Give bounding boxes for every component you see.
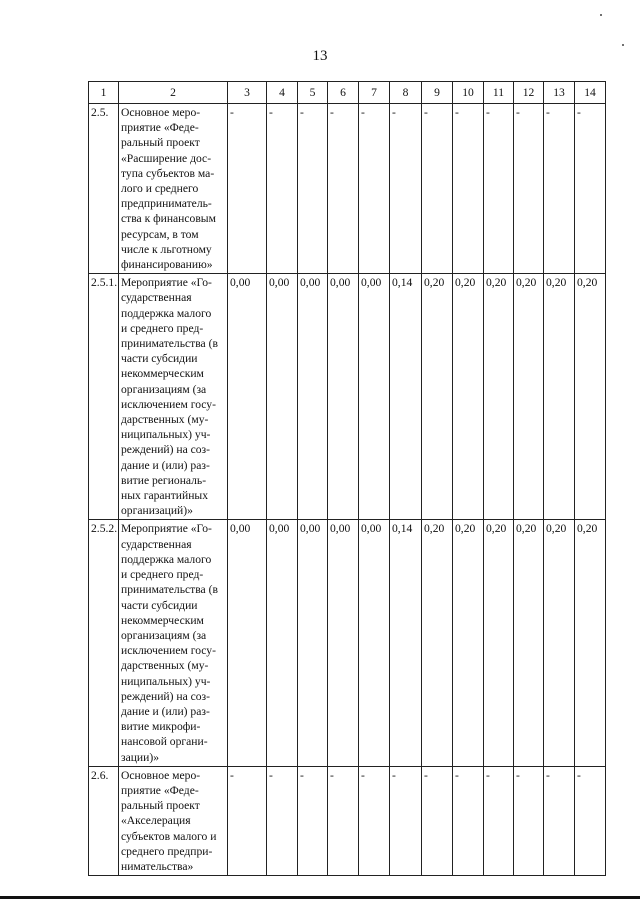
value-cell: 0,14: [390, 274, 422, 520]
value-cell: 0,20: [484, 520, 514, 766]
header-cell: 10: [453, 82, 484, 104]
value-cell: -: [544, 766, 575, 875]
value-cell: -: [390, 104, 422, 274]
value-cell: -: [267, 104, 298, 274]
value-cell: -: [514, 104, 544, 274]
page-number: 13: [312, 48, 328, 64]
row-number-cell: 2.5.: [89, 104, 119, 274]
value-cell: 0,20: [514, 520, 544, 766]
row-number-cell: 2.5.2.: [89, 520, 119, 766]
value-cell: 0,00: [228, 520, 267, 766]
value-cell: -: [328, 766, 359, 875]
table-row: [89, 104, 606, 274]
header-cell: 11: [484, 82, 514, 104]
data-table: [88, 81, 606, 876]
value-cell: 0,00: [359, 274, 390, 520]
row-name-cell: Мероприятие «Го- сударственная поддержка малого и среднего пред- принимательства (в части субсидии некоммерческим организациям (за исключением госу- дарственных (му- ниципальных) уч- реждений) на соз- дание и (или) раз- витие микрофи- нансовой органи- зации)»: [119, 520, 228, 766]
header-cell: 6: [328, 82, 359, 104]
header-cell: 14: [575, 82, 606, 104]
table-row: [89, 520, 606, 766]
value-cell: 0,00: [359, 520, 390, 766]
header-cell: 8: [390, 82, 422, 104]
header-cell: 1: [89, 82, 119, 104]
header-row: [89, 82, 606, 104]
value-cell: -: [359, 104, 390, 274]
value-cell: 0,00: [328, 274, 359, 520]
value-cell: -: [422, 104, 453, 274]
value-cell: 0,20: [514, 274, 544, 520]
value-cell: 0,20: [453, 274, 484, 520]
table-row: [89, 274, 606, 520]
row-name-cell: Мероприятие «Го- сударственная поддержка малого и среднего пред- принимательства (в части субсидии некоммерческим организациям (за исключением госу- дарственных (му- ниципальных) уч- реждений) на соз- дание и (или) раз- витие региональ- ных гарантийных организаций)»: [119, 274, 228, 520]
value-cell: -: [267, 766, 298, 875]
header-cell: 3: [228, 82, 267, 104]
value-cell: -: [298, 766, 328, 875]
row-name-cell: Основное меро- приятие «Феде- ральный проект «Расширение дос- тупа субъектов ма- лого и среднего предприниматель- ства к финансовым ресурсам, в том числе к льготному финансированию»: [119, 104, 228, 274]
value-cell: -: [484, 104, 514, 274]
value-cell: 0,00: [228, 274, 267, 520]
table-row: [89, 766, 606, 875]
row-number-cell: 2.6.: [89, 766, 119, 875]
value-cell: 0,14: [390, 520, 422, 766]
value-cell: 0,20: [453, 520, 484, 766]
value-cell: -: [228, 766, 267, 875]
header-cell: 4: [267, 82, 298, 104]
value-cell: 0,20: [544, 520, 575, 766]
value-cell: -: [544, 104, 575, 274]
header-cell: 2: [119, 82, 228, 104]
header-cell: 7: [359, 82, 390, 104]
scan-speck: [600, 14, 602, 16]
value-cell: 0,20: [575, 274, 606, 520]
value-cell: -: [575, 766, 606, 875]
row-name-cell: Основное меро- приятие «Феде- ральный проект «Акселерация субъектов малого и среднего предпри- нимательства»: [119, 766, 228, 875]
value-cell: 0,20: [484, 274, 514, 520]
value-cell: -: [453, 766, 484, 875]
value-cell: -: [422, 766, 453, 875]
header-cell: 5: [298, 82, 328, 104]
value-cell: 0,00: [328, 520, 359, 766]
value-cell: -: [359, 766, 390, 875]
page-bottom-border: [0, 896, 640, 899]
row-number-cell: 2.5.1.: [89, 274, 119, 520]
value-cell: -: [390, 766, 422, 875]
header-cell: 12: [514, 82, 544, 104]
scan-speck: [622, 44, 624, 46]
value-cell: 0,20: [544, 274, 575, 520]
value-cell: -: [298, 104, 328, 274]
value-cell: 0,20: [422, 520, 453, 766]
value-cell: 0,00: [298, 520, 328, 766]
value-cell: 0,20: [422, 274, 453, 520]
table-body: [89, 82, 606, 876]
value-cell: -: [514, 766, 544, 875]
value-cell: 0,00: [298, 274, 328, 520]
header-cell: 13: [544, 82, 575, 104]
value-cell: 0,20: [575, 520, 606, 766]
value-cell: -: [575, 104, 606, 274]
value-cell: -: [228, 104, 267, 274]
value-cell: -: [328, 104, 359, 274]
value-cell: 0,00: [267, 274, 298, 520]
value-cell: 0,00: [267, 520, 298, 766]
value-cell: -: [484, 766, 514, 875]
value-cell: -: [453, 104, 484, 274]
header-cell: 9: [422, 82, 453, 104]
